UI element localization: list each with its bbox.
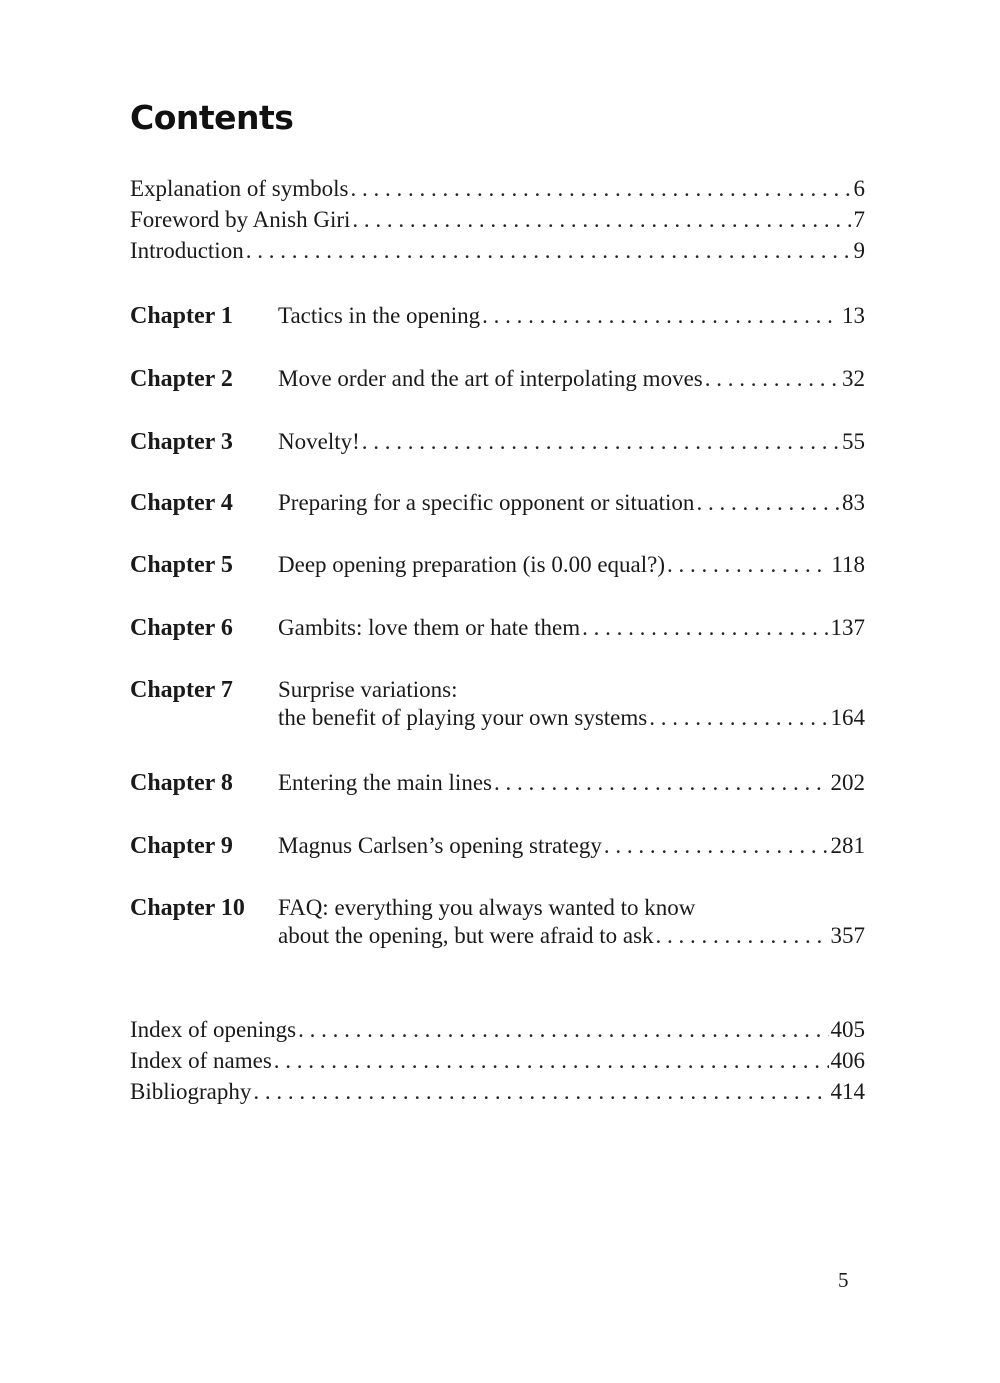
dot-leader [705, 365, 840, 393]
toc-entry-foreword[interactable] [130, 206, 865, 234]
toc-entry-introduction[interactable] [130, 237, 865, 265]
chapter-number: Chapter 5 [130, 552, 233, 578]
chapter-page: 32 [842, 366, 865, 391]
chapter-number: Chapter 8 [130, 770, 233, 796]
dot-leader [604, 832, 829, 860]
chapter-page: 13 [842, 303, 865, 328]
chapter-title-line1: Surprise variations: [278, 677, 458, 702]
chapter-number: Chapter 6 [130, 615, 233, 641]
toc-entry-page: 9 [853, 238, 865, 263]
dot-leader [696, 489, 840, 517]
chapter-title: about the opening, but were afraid to ask [278, 923, 654, 948]
toc-entry-label: Foreword by Anish Giri [130, 207, 351, 232]
dot-leader [274, 1047, 829, 1075]
chapter-number: Chapter 10 [130, 895, 245, 921]
dot-leader [667, 551, 829, 579]
toc-entry-page: 406 [830, 1048, 865, 1073]
toc-entry-page: 405 [830, 1017, 865, 1042]
chapter-page: 118 [831, 552, 865, 577]
toc-entry-label: Index of openings [130, 1017, 297, 1042]
toc-entry-label: Index of names [130, 1048, 272, 1073]
chapter-title: Move order and the art of interpolating moves [278, 366, 703, 391]
dot-leader [362, 428, 840, 456]
chapter-title: the benefit of playing your own systems [278, 705, 648, 730]
toc-entry-explanation-of-symbols[interactable] [130, 175, 865, 203]
chapter-title: Preparing for a specific opponent or situation [278, 490, 695, 515]
toc-entry-page: 414 [830, 1079, 865, 1104]
chapter-number: Chapter 1 [130, 303, 233, 329]
dot-leader [246, 237, 852, 265]
dot-leader [352, 206, 851, 234]
chapter-title: Deep opening preparation (is 0.00 equal?) [278, 552, 666, 577]
toc-entry-page: 7 [853, 207, 865, 232]
page-title: Contents [130, 98, 294, 137]
chapter-page: 164 [830, 705, 865, 730]
chapter-title: Magnus Carlsen’s opening strategy [278, 833, 602, 858]
toc-entry-label: Bibliography [130, 1079, 252, 1104]
dot-leader [350, 175, 851, 203]
chapter-title: Gambits: love them or hate them [278, 615, 581, 640]
chapter-number: Chapter 9 [130, 833, 233, 859]
chapter-page: 83 [842, 490, 865, 515]
chapter-page: 202 [830, 770, 865, 795]
dot-leader [649, 704, 828, 732]
chapter-title: Entering the main lines [278, 770, 492, 795]
toc-entry-index-of-openings[interactable] [130, 1016, 865, 1044]
page-number: 5 [838, 1268, 849, 1292]
dot-leader [656, 922, 829, 950]
chapter-page: 55 [842, 429, 865, 454]
chapter-number: Chapter 7 [130, 677, 233, 703]
toc-entry-index-of-names[interactable] [130, 1047, 865, 1075]
toc-entry-bibliography[interactable] [130, 1078, 865, 1106]
chapter-number: Chapter 2 [130, 366, 233, 392]
chapter-page: 137 [830, 615, 865, 640]
chapter-page: 357 [830, 923, 865, 948]
chapter-title: Novelty! [278, 429, 360, 454]
dot-leader [298, 1016, 828, 1044]
chapter-page: 281 [830, 833, 865, 858]
dot-leader [494, 769, 829, 797]
dot-leader [582, 614, 828, 642]
toc-entry-label: Introduction [130, 238, 244, 263]
toc-entry-label: Explanation of symbols [130, 176, 349, 201]
chapter-title: Tactics in the opening [278, 303, 481, 328]
chapter-number: Chapter 4 [130, 490, 233, 516]
chapter-number: Chapter 3 [130, 429, 233, 455]
toc-entry-page: 6 [853, 176, 865, 201]
dot-leader [253, 1078, 828, 1106]
dot-leader [482, 302, 840, 330]
chapter-title-line1: FAQ: everything you always wanted to know [278, 895, 696, 920]
